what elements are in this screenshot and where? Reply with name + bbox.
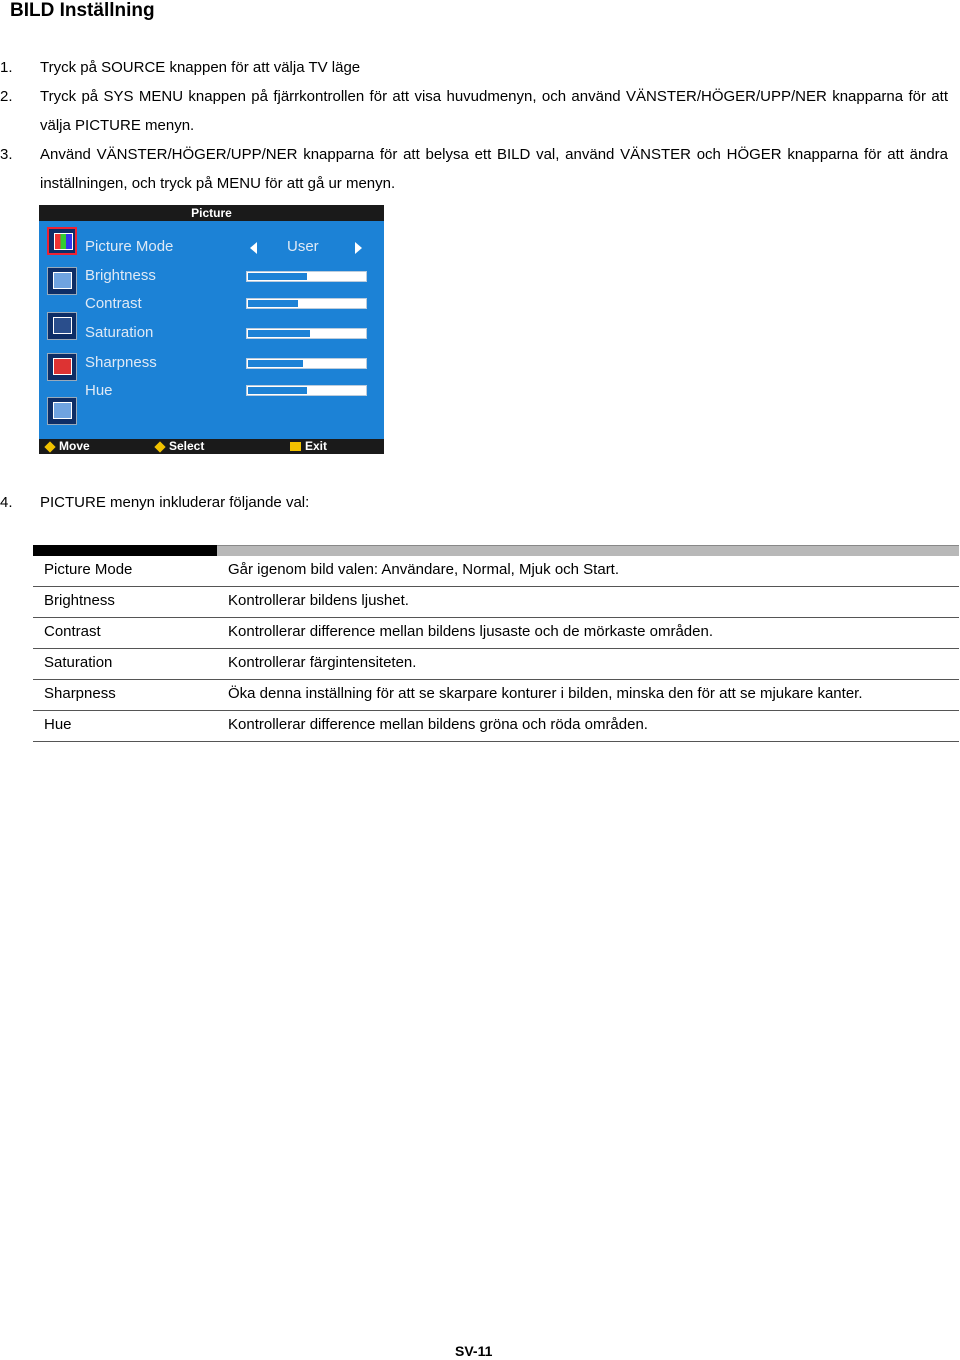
option-desc: Kontrollerar difference mellan bildens gröna och röda områden. <box>228 716 648 733</box>
picture-mode-value: User <box>287 238 319 255</box>
option-desc: Öka denna inställning för att se skarpare konturer i bilden, minska den för att se mjukare kanter. <box>228 685 863 702</box>
option-name: Contrast <box>44 623 101 640</box>
option-desc: Kontrollerar bildens ljushet. <box>228 592 409 609</box>
osd-label-picture-mode[interactable]: Picture Mode <box>85 238 174 255</box>
table-row <box>33 680 959 711</box>
brightness-slider[interactable] <box>246 271 367 282</box>
channel-icon[interactable] <box>47 312 77 340</box>
osd-label-sharpness[interactable]: Sharpness <box>85 354 157 371</box>
step-text: Tryck på SOURCE knappen för att välja TV läge <box>40 59 361 76</box>
option-name: Saturation <box>44 654 113 671</box>
option-name: Picture Mode <box>44 561 133 578</box>
option-name: Sharpness <box>44 685 116 702</box>
osd-header: Picture <box>39 205 384 221</box>
contrast-slider[interactable] <box>246 298 367 309</box>
move-icon <box>44 441 55 452</box>
audio-icon[interactable] <box>47 267 77 295</box>
sharpness-slider[interactable] <box>246 358 367 369</box>
right-arrow-icon[interactable] <box>355 242 362 254</box>
left-arrow-icon[interactable] <box>250 242 257 254</box>
osd-label-brightness[interactable]: Brightness <box>85 267 156 284</box>
footer-select: Select <box>155 439 204 454</box>
step-number: 2. <box>0 88 13 105</box>
option-name: Hue <box>44 716 72 733</box>
function-icon[interactable] <box>47 353 77 381</box>
osd-label-saturation[interactable]: Saturation <box>85 324 154 341</box>
option-desc: Kontrollerar färgintensiteten. <box>228 654 417 671</box>
page-title: BILD Inställning <box>10 0 155 21</box>
options-table <box>33 545 959 742</box>
menu-icon <box>290 442 301 451</box>
step-number: 4. <box>0 494 13 511</box>
option-desc: Kontrollerar difference mellan bildens ljusaste och de mörkaste områden. <box>228 623 713 640</box>
footer-exit: Exit <box>290 439 327 454</box>
picture-osd-menu <box>39 205 384 454</box>
table-row <box>33 649 959 680</box>
select-icon <box>154 441 165 452</box>
table-row <box>33 556 959 587</box>
step-text: PICTURE menyn inkluderar följande val: <box>40 494 310 511</box>
table-header <box>33 545 959 556</box>
osd-label-hue[interactable]: Hue <box>85 382 113 399</box>
screen-icon[interactable] <box>47 397 77 425</box>
picture-icon[interactable] <box>47 227 77 255</box>
option-name: Brightness <box>44 592 115 609</box>
footer-move: Move <box>45 439 90 454</box>
hue-slider[interactable] <box>246 385 367 396</box>
step-text: Använd VÄNSTER/HÖGER/UPP/NER knapparna för att belysa ett BILD val, använd VÄNSTER och HÖGER knapparna för att ändra inställningen, och tryck på MENU för att gå ur menyn. <box>40 146 948 192</box>
step-number: 1. <box>0 59 13 76</box>
option-desc: Går igenom bild valen: Användare, Normal, Mjuk och Start. <box>228 561 620 578</box>
osd-label-contrast[interactable]: Contrast <box>85 295 142 312</box>
page-number: SV-11 <box>455 1343 493 1359</box>
table-row <box>33 587 959 618</box>
saturation-slider[interactable] <box>246 328 367 339</box>
table-row <box>33 711 959 742</box>
osd-footer <box>39 439 384 454</box>
table-row <box>33 618 959 649</box>
step-number: 3. <box>0 146 13 163</box>
step-text: Tryck på SYS MENU knappen på fjärrkontrollen för att visa huvudmenyn, och använd VÄNSTER/HÖGER/UPP/NER knapparna för att välja PICTURE menyn. <box>40 88 948 134</box>
